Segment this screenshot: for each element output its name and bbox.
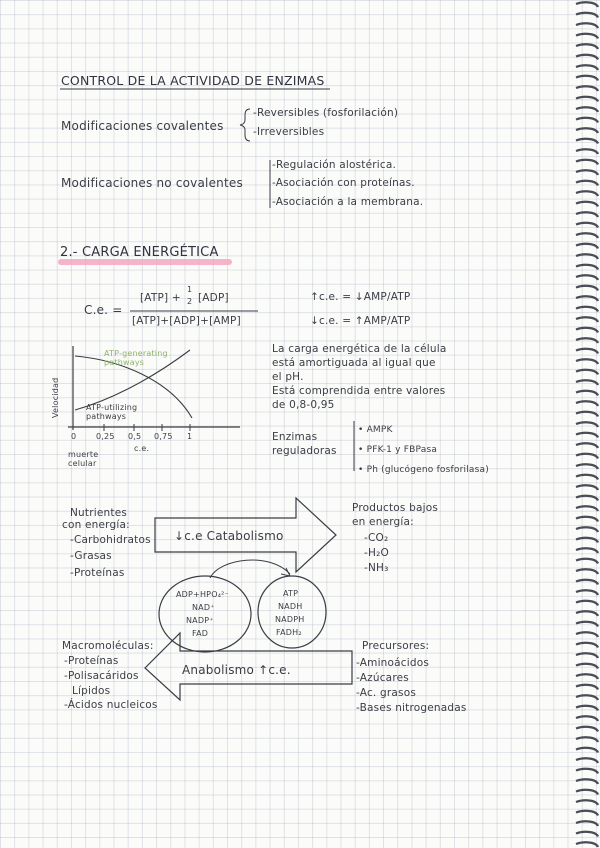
- product-item: -CO₂: [364, 532, 389, 544]
- formula-lhs: C.e. =: [84, 303, 123, 317]
- spiral-coil: [576, 65, 598, 70]
- nutrients-title: con energía:: [62, 519, 130, 531]
- spiral-coil: [576, 685, 598, 690]
- spiral-coil: [576, 76, 598, 81]
- spiral-coil: [576, 632, 598, 637]
- section-title: 2.- CARGA ENERGÉTICA: [60, 245, 219, 260]
- precursor-item: -Aminoácidos: [356, 657, 430, 669]
- spiral-coil: [576, 149, 598, 154]
- spiral-coil: [576, 317, 598, 322]
- spiral-coil: [576, 223, 598, 228]
- spiral-coil: [576, 769, 598, 774]
- spiral-coil: [576, 664, 598, 669]
- spiral-coil: [576, 391, 598, 396]
- products-title: en energía:: [352, 516, 414, 528]
- note-line: Está comprendida entre valores: [272, 385, 446, 397]
- spiral-coil: [576, 548, 598, 553]
- relation-up: ↑c.e. = ↓AMP/ATP: [310, 291, 411, 303]
- spiral-coil: [576, 212, 598, 217]
- spiral-coil: [576, 622, 598, 627]
- spiral-coil: [576, 23, 598, 28]
- oval-left-item: FAD: [192, 629, 209, 638]
- covalent-item: -Reversibles (fosforilación): [253, 107, 399, 119]
- spiral-coil: [576, 821, 598, 826]
- notebook-spiral: [574, 0, 600, 848]
- noncovalent-item: -Asociación a la membrana.: [272, 196, 424, 208]
- spiral-coil: [576, 727, 598, 732]
- noncovalent-label: Modificaciones no covalentes: [61, 176, 243, 190]
- spiral-coil: [576, 559, 598, 564]
- nutrient-item: -Proteínas: [70, 567, 125, 579]
- spiral-coil: [576, 128, 598, 133]
- spiral-coil: [576, 653, 598, 658]
- graph-ylabel: Velocidad: [51, 377, 60, 418]
- spiral-coil: [576, 611, 598, 616]
- graph-xnote: muerte celular: [68, 450, 99, 468]
- spiral-coil: [576, 569, 598, 574]
- spiral-coil: [576, 643, 598, 648]
- spiral-coil: [576, 475, 598, 480]
- spiral-coil: [576, 485, 598, 490]
- spiral-coil: [576, 496, 598, 501]
- spiral-coil: [576, 233, 598, 238]
- oval-low-energy: [159, 576, 251, 652]
- spiral-coil: [576, 86, 598, 91]
- note-line: de 0,8-0,95: [272, 399, 335, 411]
- enzyme-item: • Ph (glucógeno fosforilasa): [358, 465, 489, 475]
- spiral-coil: [576, 517, 598, 522]
- enzyme-item: • PFK-1 y FBPasa: [358, 445, 438, 455]
- spiral-coil: [576, 601, 598, 606]
- spiral-coil: [576, 181, 598, 186]
- page-title: CONTROL DE LA ACTIVIDAD DE ENZIMAS: [61, 73, 325, 88]
- oval-right-item: FADH₂: [276, 628, 302, 637]
- noncovalent-item: -Regulación alostérica.: [272, 159, 397, 171]
- formula-frac-n: 1: [187, 285, 193, 294]
- spiral-coil: [576, 454, 598, 459]
- macro-item: -Ácidos nucleicos: [64, 699, 158, 711]
- formula-num-a: [ATP] +: [140, 292, 181, 304]
- enzyme-item: • AMPK: [358, 425, 393, 435]
- spiral-coil: [576, 97, 598, 102]
- oval-left-item: NADP⁺: [186, 616, 214, 625]
- spiral-coil: [576, 296, 598, 301]
- nutrients-title: Nutrientes: [70, 507, 128, 519]
- product-item: -H₂O: [364, 547, 389, 559]
- spiral-coil: [576, 2, 598, 7]
- tick-label: 1: [187, 432, 193, 441]
- note-line: el pH.: [272, 371, 304, 383]
- macro-title: Macromoléculas:: [62, 640, 154, 652]
- spiral-coil: [576, 433, 598, 438]
- spiral-coil: [576, 401, 598, 406]
- spiral-coil: [576, 380, 598, 385]
- nutrient-item: -Grasas: [70, 550, 112, 562]
- catabolism-label: ↓c.e Catabolismo: [174, 529, 284, 543]
- curve-generating-label: ATP-generating pathways: [104, 349, 168, 367]
- products-title: Productos bajos: [352, 502, 439, 514]
- oval-right-item: NADH: [278, 602, 303, 611]
- spiral-coil: [576, 254, 598, 259]
- curve-utilizing-label: ATP-utilizing pathways: [86, 403, 138, 421]
- spiral-coil: [576, 527, 598, 532]
- spiral-coil: [576, 286, 598, 291]
- formula-frac-d: 2: [187, 297, 193, 306]
- spiral-coil: [576, 695, 598, 700]
- spiral-coil: [576, 716, 598, 721]
- spiral-coil: [576, 34, 598, 39]
- enzymes-label: reguladoras: [272, 445, 337, 457]
- spiral-coil: [576, 422, 598, 427]
- spiral-coil: [576, 737, 598, 742]
- oval-right-item: ATP: [283, 589, 299, 598]
- spiral-coil: [576, 328, 598, 333]
- brace-covalent: [240, 109, 250, 141]
- spiral-coil: [576, 832, 598, 837]
- spiral-coil: [576, 107, 598, 112]
- spiral-coil: [576, 748, 598, 753]
- note-line: La carga energética de la célula: [272, 343, 447, 355]
- graph-xlabel: c.e.: [134, 444, 150, 453]
- macro-item: Lípidos: [72, 685, 111, 697]
- product-item: -NH₃: [364, 562, 389, 574]
- spiral-coil: [576, 674, 598, 679]
- spiral-coil: [576, 307, 598, 312]
- formula-num-b: [ADP]: [198, 292, 229, 304]
- spiral-coil: [576, 275, 598, 280]
- spiral-coil: [576, 758, 598, 763]
- spiral-coil: [576, 118, 598, 123]
- precursor-item: -Azúcares: [356, 672, 409, 684]
- spiral-coil: [576, 170, 598, 175]
- tick-label: 0,5: [128, 432, 142, 441]
- note-line: está amortiguada al igual que: [272, 357, 436, 369]
- spiral-coil: [576, 790, 598, 795]
- spiral-coil: [576, 349, 598, 354]
- spiral-coil: [576, 160, 598, 165]
- spiral-coil: [576, 370, 598, 375]
- spiral-coil: [576, 706, 598, 711]
- nutrient-item: -Carbohidratos: [70, 534, 151, 546]
- spiral-coil: [576, 244, 598, 249]
- anabolism-label: Anabolismo ↑c.e.: [182, 663, 291, 677]
- oval-left-item: NAD⁺: [192, 603, 215, 612]
- spiral-coil: [576, 44, 598, 49]
- spiral-coil: [576, 359, 598, 364]
- oval-right-item: NADPH: [275, 615, 305, 624]
- spiral-coil: [576, 538, 598, 543]
- spiral-coil: [576, 265, 598, 270]
- spiral-coil: [576, 506, 598, 511]
- spiral-coil: [576, 590, 598, 595]
- spiral-coil: [576, 139, 598, 144]
- covalent-label: Modificaciones covalentes: [61, 119, 224, 133]
- precursor-item: -Bases nitrogenadas: [356, 702, 467, 714]
- tick-label: 0: [71, 432, 77, 441]
- spiral-coil: [576, 13, 598, 18]
- tick-label: 0,25: [96, 432, 115, 441]
- spiral-coil: [576, 55, 598, 60]
- relation-down: ↓c.e. = ↑AMP/ATP: [310, 315, 411, 327]
- precursor-item: -Ac. grasos: [356, 687, 416, 699]
- spiral-coil: [576, 811, 598, 816]
- spiral-coil: [576, 202, 598, 207]
- covalent-item: -Irreversibles: [253, 126, 325, 138]
- macro-item: -Proteínas: [64, 655, 119, 667]
- spiral-coil: [576, 412, 598, 417]
- oval-left-item: ADP+HPO₄²⁻: [176, 590, 229, 599]
- precursors-title: Precursores:: [362, 640, 430, 652]
- spiral-coil: [576, 443, 598, 448]
- formula-denominator: [ATP]+[ADP]+[AMP]: [132, 315, 241, 327]
- noncovalent-item: -Asociación con proteínas.: [272, 177, 415, 189]
- enzymes-label: Enzimas: [272, 431, 318, 443]
- macro-item: -Polisacáridos: [64, 670, 139, 682]
- spiral-coil: [576, 191, 598, 196]
- spiral-coil: [576, 842, 598, 847]
- spiral-coil: [576, 800, 598, 805]
- cycle-arrow: [210, 560, 290, 578]
- spiral-coil: [576, 338, 598, 343]
- spiral-coil: [576, 464, 598, 469]
- spiral-coil: [576, 580, 598, 585]
- tick-label: 0,75: [154, 432, 173, 441]
- spiral-coil: [576, 779, 598, 784]
